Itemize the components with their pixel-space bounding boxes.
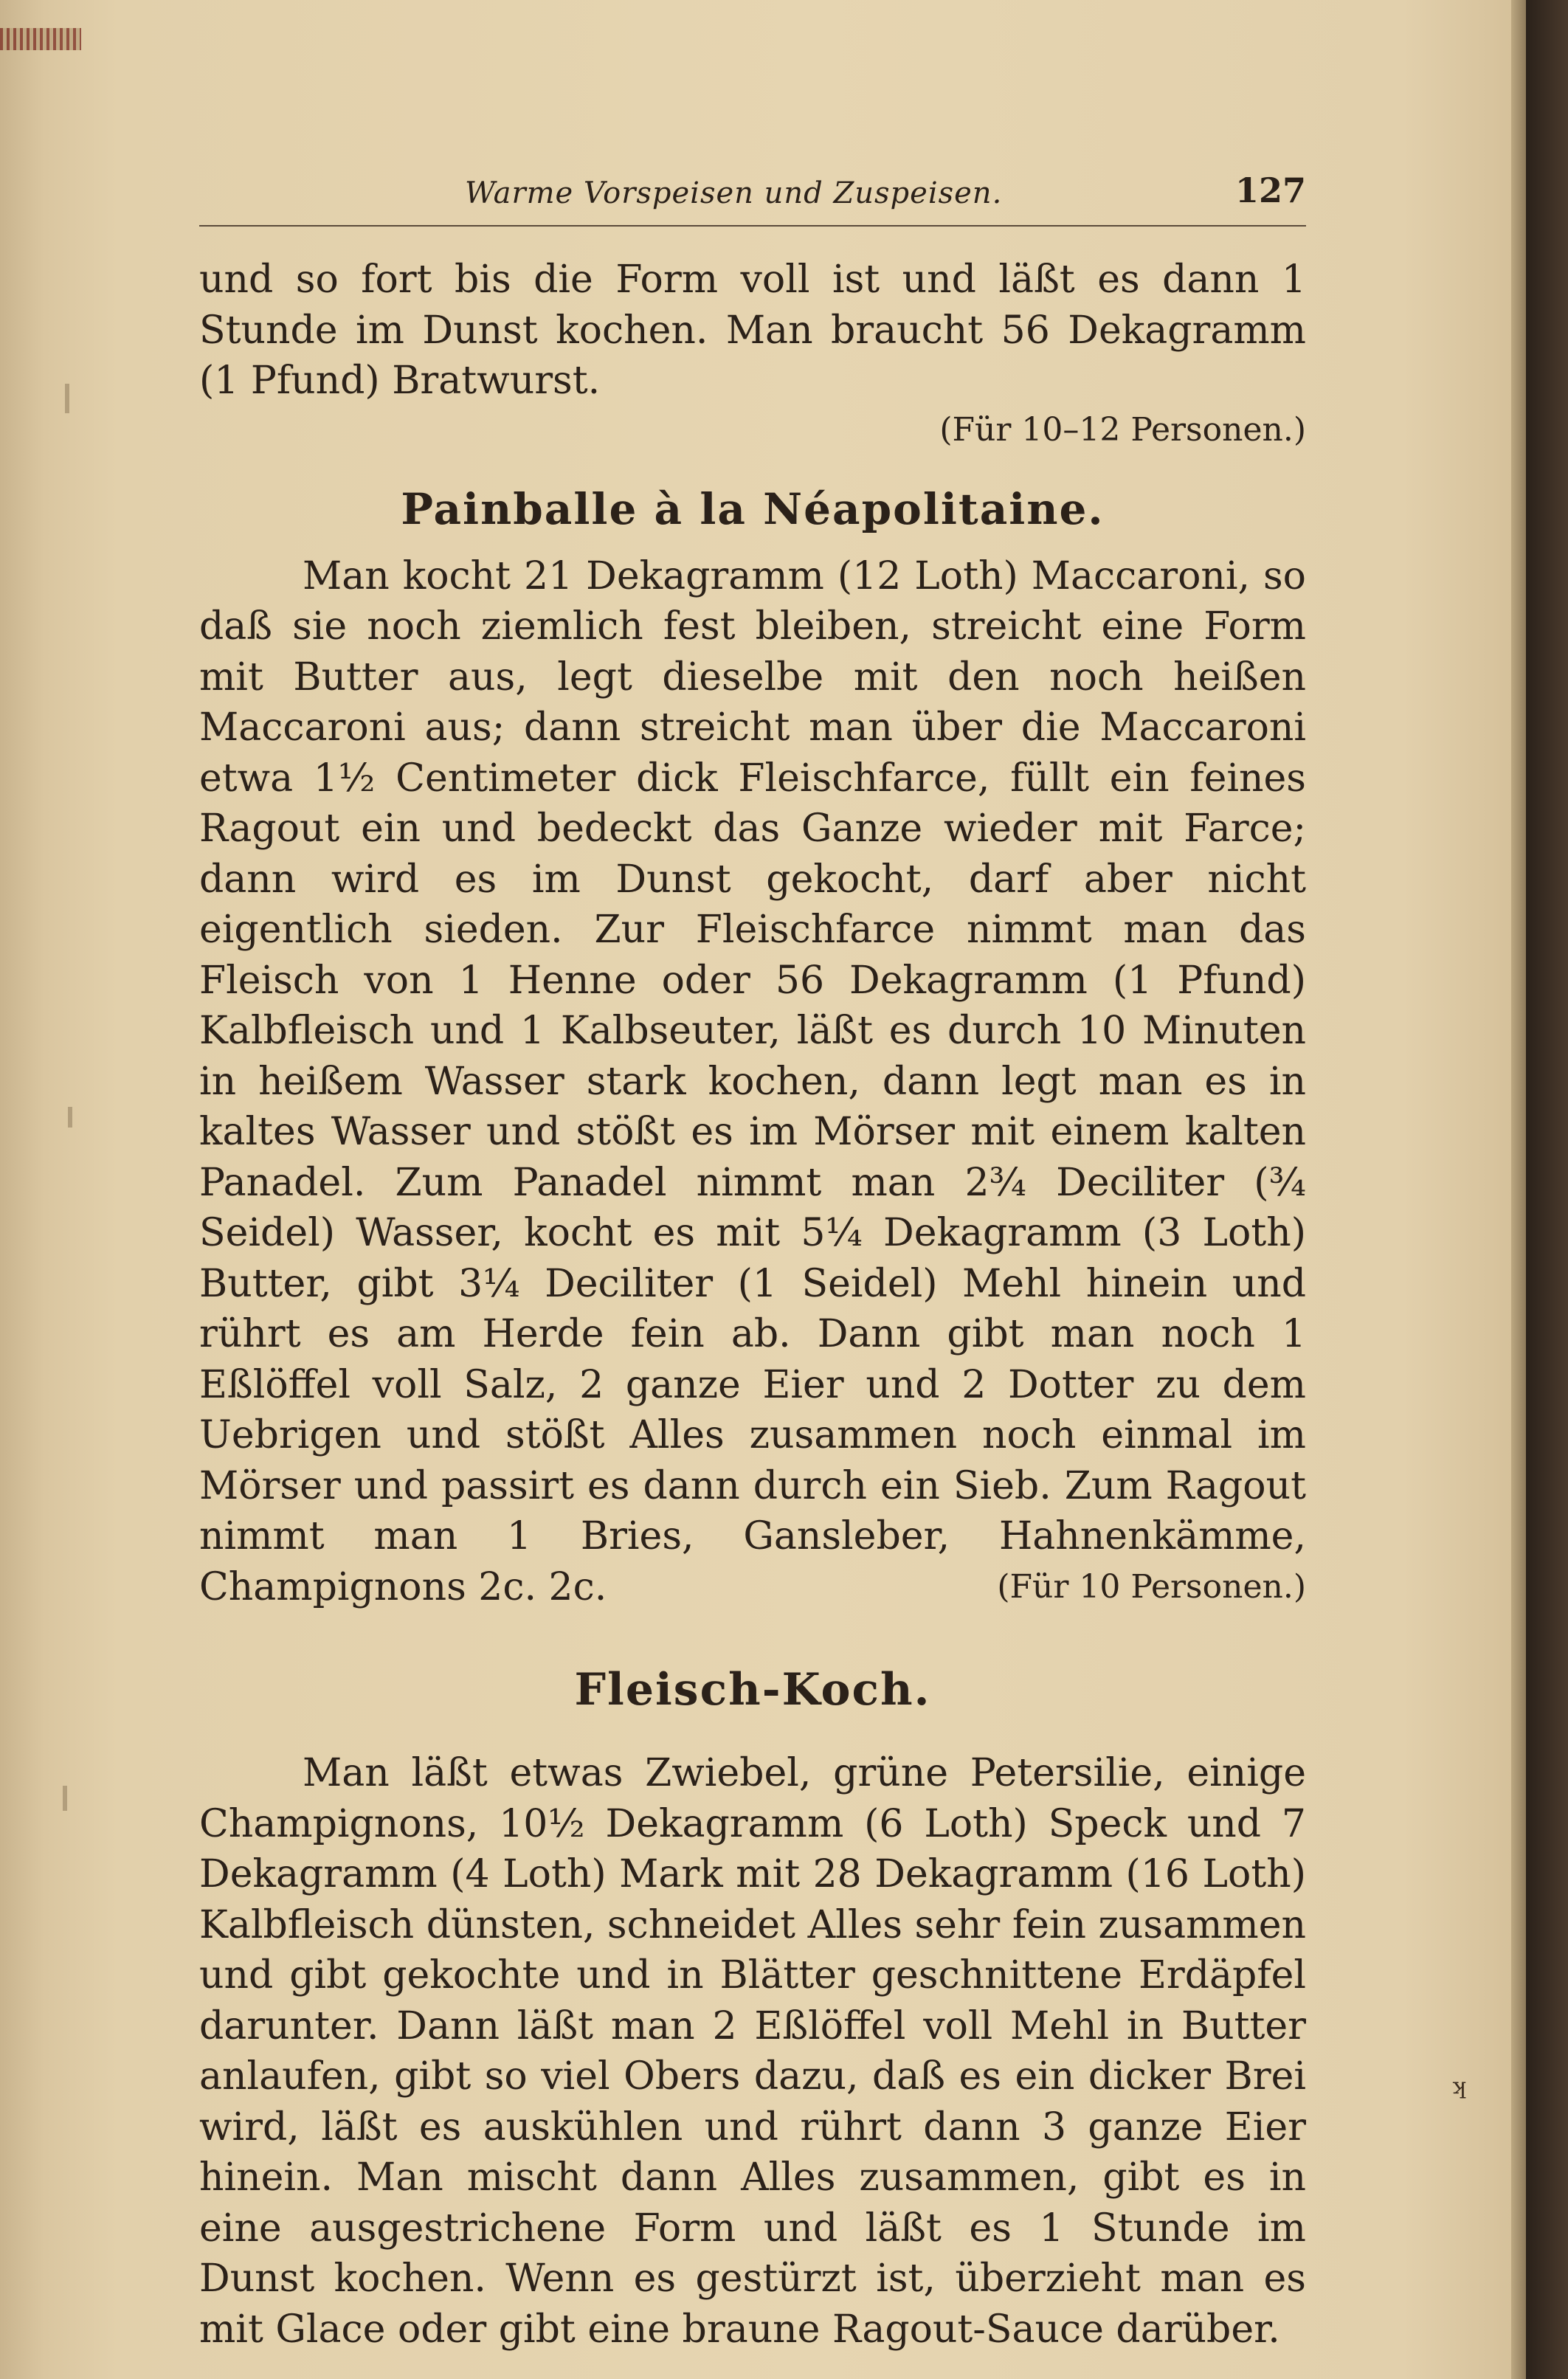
margin-speck <box>68 1107 72 1128</box>
background-strip <box>1526 0 1568 2379</box>
continuation-text: und so fort bis die Form voll ist und läßt es dann 1 Stunde im Dunst kochen. Man braucht 56 Dekagramm (1 Pfund) Bratwurst. <box>199 258 1306 403</box>
margin-speck <box>63 1786 67 1811</box>
margin-speck <box>65 384 69 413</box>
stray-mark: ʞ <box>1452 2074 1466 2099</box>
continuation-serves: (Für 10–12 Personen.) <box>939 410 1306 449</box>
running-title: Warme Vorspeisen und Zuspeisen. <box>465 176 1003 210</box>
recipe-paragraph-painballe <box>199 551 1306 1613</box>
recipe-title-fleisch-koch: Fleisch-Koch. <box>574 1664 931 1716</box>
recipe-serves-painballe: (Für 10 Personen.) <box>997 1567 1306 1606</box>
spine-binding-marks <box>0 28 81 50</box>
text-block <box>199 166 1306 2355</box>
page-edge <box>1511 0 1526 2379</box>
running-head <box>199 166 1306 227</box>
recipe-title-painballe: Painballe à la Néapolitaine. <box>401 483 1105 534</box>
continuation-paragraph <box>199 255 1306 407</box>
recipe-paragraph-fleisch-koch <box>199 1748 1306 2355</box>
page-number: 127 <box>1234 170 1306 210</box>
recipe-text-fleisch-koch: Man läßt etwas Zwiebel, grüne Petersilie, einige Champignons, 10½ Dekagramm (6 Loth) Speck und 7 Dekagramm (4 Loth) Mark mit 28 Dekagramm (16 Loth) Kalbfleisch dünsten, schneidet Alles sehr fein zusammen und gibt gekochte und in Blätter geschnittene Erdäpfel darunter. Dann läßt man 2 Eßlöffel voll Mehl in Butter anlaufen, gibt so viel Obers dazu, daß es ein dicker Brei wird, läßt es auskühlen und rührt dann 3 ganze Eier hinein. Man mischt dann Alles zusammen, gibt es in eine ausgestrichene Form und läßt es 1 Stunde im Dunst kochen. Wenn es gestürzt ist, überzieht man es mit Glace oder gibt eine braune Ragout-Sauce darüber. <box>199 1751 1306 2352</box>
recipe-text-painballe: Man kocht 21 Dekagramm (12 Loth) Maccaroni, so daß sie noch ziemlich fest bleiben, streicht eine Form mit Butter aus, legt dieselbe mit den noch heißen Maccaroni aus; dann streicht man über die Maccaroni etwa 1½ Centimeter dick Fleischfarce, füllt ein feines Ragout ein und bedeckt das Ganze wieder mit Farce; dann wird es im Dunst gekocht, darf aber nicht eigentlich sieden. Zur Fleischfarce nimmt man das Fleisch von 1 Henne oder 56 Dekagramm (1 Pfund) Kalbfleisch und 1 Kalbseuter, läßt es durch 10 Minuten in heißem Wasser stark kochen, dann legt man es in kaltes Wasser und stößt es im Mörser mit einem kalten Panadel. Zum Panadel nimmt man 2¾ Deciliter (¾ Seidel) Wasser, kocht es mit 5¼ Dekagramm (3 Loth) Butter, gibt 3¼ Deciliter (1 Seidel) Mehl hinein und rührt es am Herde fein ab. Dann gibt man noch 1 Eßlöffel voll Salz, 2 ganze Eier und 2 Dotter zu dem Uebrigen und stößt Alles zusammen noch einmal im Mörser und passirt es dann durch ein Sieb. Zum Ragout nimmt man 1 Bries, Gansleber, Hahnenkämme, Champignons 2c. 2c. <box>199 553 1306 1609</box>
